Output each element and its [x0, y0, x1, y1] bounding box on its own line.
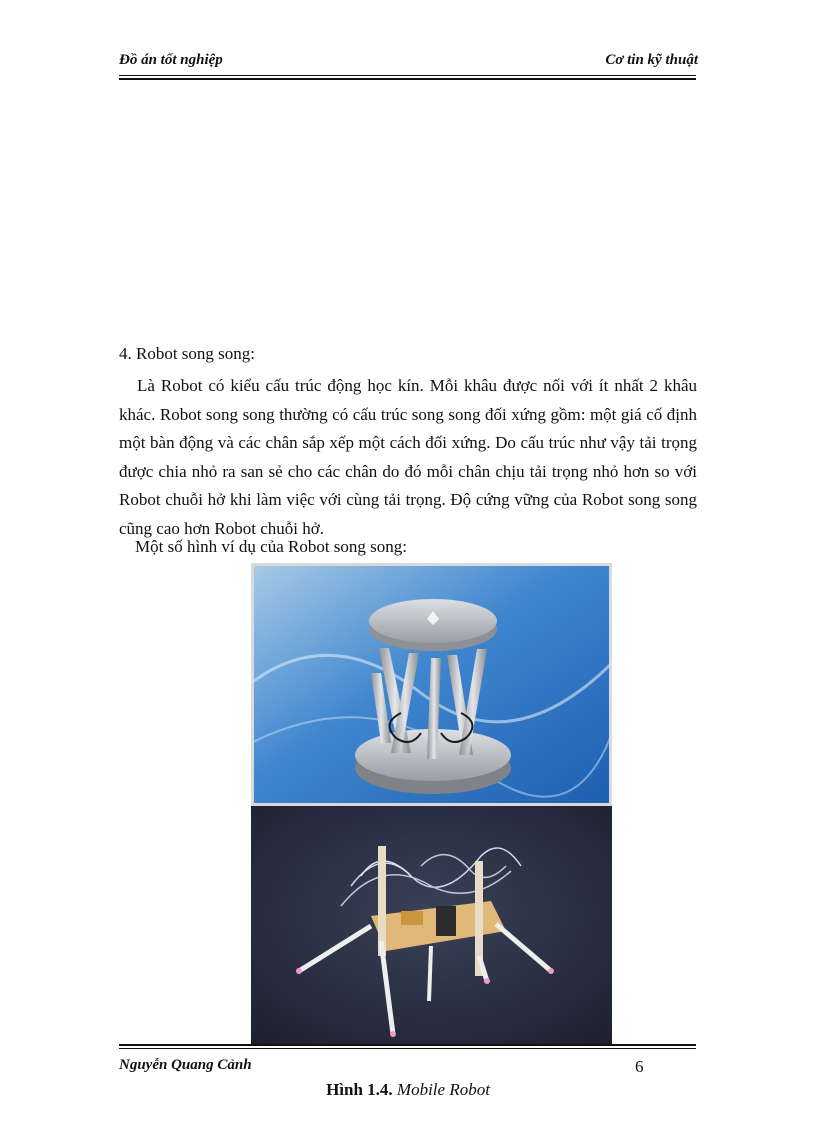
- mobile-robot-photo: [251, 806, 612, 1044]
- footer-author: Nguyễn Quang Cảnh: [119, 1057, 252, 1073]
- header-document-title: Đồ án tốt nghiệp: [119, 52, 223, 68]
- section-heading: 4. Robot song song:: [119, 344, 256, 363]
- figure-title: Mobile Robot: [396, 1080, 490, 1099]
- footer-rule-thick: [119, 1044, 696, 1046]
- examples-intro: Một số hình ví dụ của Robot song song:: [135, 537, 408, 556]
- hexapod-photo: [251, 563, 612, 806]
- header-subject: Cơ tin kỹ thuật: [605, 52, 698, 68]
- page-number: 6: [635, 1057, 644, 1076]
- footer-rule-thin: [119, 1048, 696, 1049]
- header-rule-thick: [119, 78, 696, 80]
- header-rule-thin: [119, 75, 696, 76]
- body-paragraph: Là Robot có kiểu cấu trúc động học kín. Mỗi khâu được nối với ít nhất 2 khâu khác. Robot song song thường có cấu trúc song song đối xứng gồm: một giá cố định một bàn động và các chân sắp xếp một cách đối xứng. Do cấu trúc như vậy tải trọng được chia nhỏ ra san sẻ cho các chân do đó mỗi chân chịu tải trọng nhỏ hơn so với Robot chuỗi hở khi làm việc với cùng tải trọng. Độ cứng vững của Robot song song cũng cao hơn Robot chuỗi hở.: [119, 376, 697, 538]
- section-body: [119, 372, 697, 543]
- figure-caption: [0, 1080, 816, 1100]
- figure-label: Hình 1.4.: [326, 1080, 393, 1099]
